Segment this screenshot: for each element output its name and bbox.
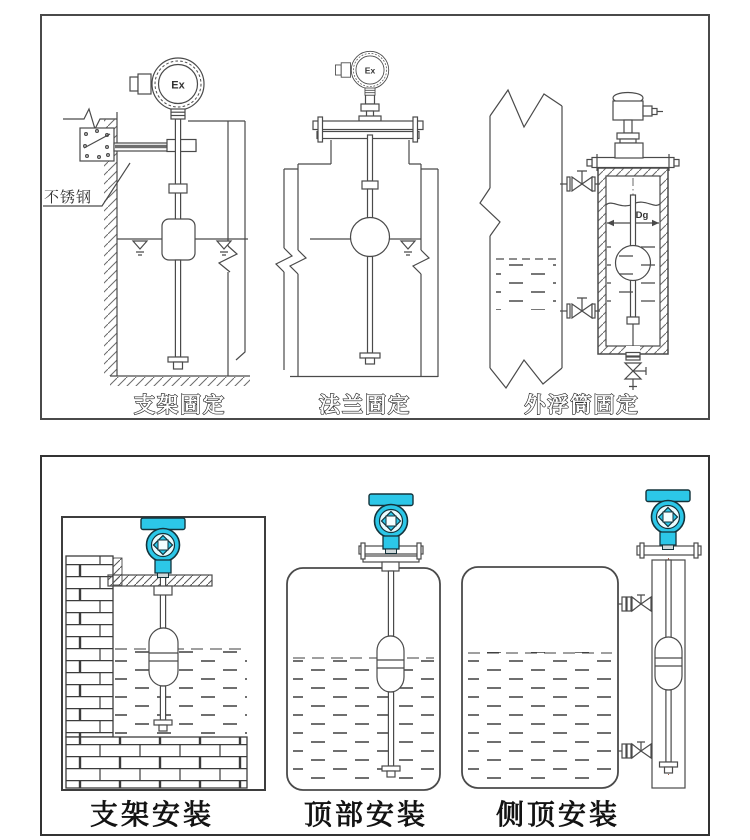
float-icon [377, 636, 404, 692]
figure-caption: 支架安装 [89, 799, 215, 830]
water-level-icon [401, 241, 415, 255]
liquid [293, 657, 434, 783]
transmitter-head-icon [369, 494, 413, 554]
figure-caption: 顶部安装 [303, 799, 429, 830]
isolation-valve-icon [560, 298, 600, 318]
figure-caption: 侧顶安装 [495, 799, 621, 830]
liquid [115, 648, 247, 737]
figure-caption: 支架固定 [134, 394, 226, 417]
transmitter-head-icon [130, 58, 204, 119]
brick-wall [66, 556, 113, 737]
fixing-methods-drawing [42, 16, 708, 418]
installation-methods-panel [40, 455, 710, 836]
isolation-valve-icon [618, 742, 653, 758]
water-level-icon [133, 241, 147, 255]
junction-box-head-icon [613, 93, 663, 159]
transmitter-head-icon [335, 51, 388, 95]
float-icon [162, 219, 195, 260]
isolation-valve-icon [560, 171, 600, 191]
side-top-installation-figure [462, 490, 701, 830]
transmitter-head-icon [646, 490, 690, 550]
figure-caption: 法兰固定 [319, 394, 411, 417]
stainless-steel-label: 不锈钢 [44, 189, 93, 206]
external-float-chamber-figure [480, 90, 679, 417]
flange-fixing-figure [276, 51, 438, 417]
ex-marking: Ex [171, 79, 185, 92]
liquid [468, 652, 612, 782]
water-level-icon [217, 241, 231, 255]
figure-caption: 外浮筒固定 [524, 394, 640, 417]
isolation-valve-icon [618, 595, 653, 611]
float-icon [149, 628, 178, 686]
float-icon [655, 637, 682, 690]
drain-valve-icon [625, 353, 646, 391]
bracket-fixing-figure [43, 58, 250, 417]
bracket-arm [114, 140, 196, 152]
brick-floor [66, 737, 247, 788]
bracket-installation-figure [62, 517, 265, 830]
ex-marking: Ex [364, 65, 376, 76]
top-installation-figure [287, 494, 440, 830]
float-ball-icon [351, 218, 390, 257]
chamber-diameter-label: Dg [635, 210, 649, 221]
mounting-plate [80, 128, 114, 161]
fixing-methods-panel [40, 14, 710, 420]
installation-methods-drawing [42, 457, 708, 834]
